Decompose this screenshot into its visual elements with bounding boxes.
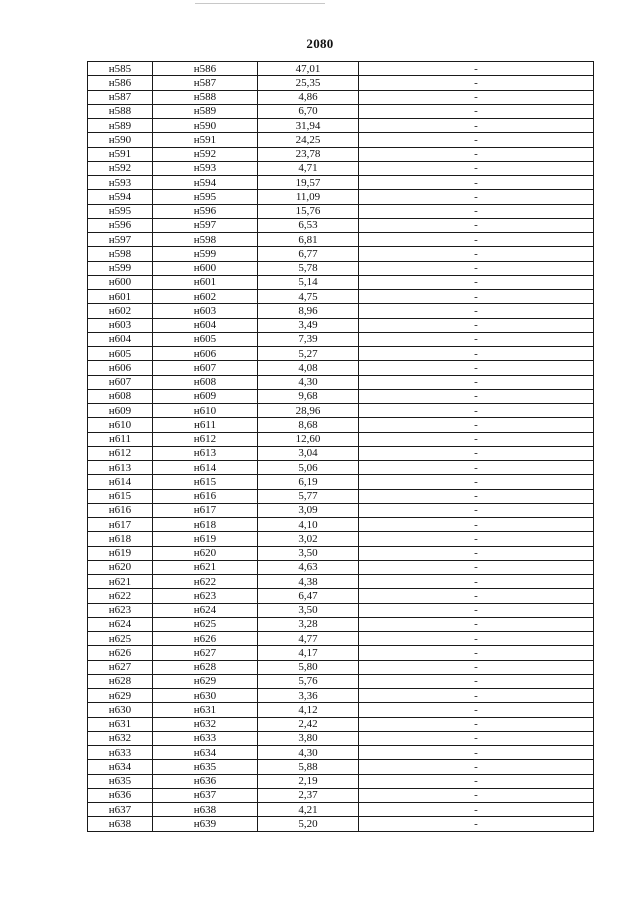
distance-cell: 4,71 [258, 161, 359, 175]
point-to-cell: н607 [153, 361, 258, 375]
point-from-cell: н597 [88, 233, 153, 247]
point-from-cell: н638 [88, 817, 153, 831]
distance-cell: 6,81 [258, 233, 359, 247]
note-cell: - [359, 632, 594, 646]
point-from-cell: н627 [88, 660, 153, 674]
point-to-cell: н595 [153, 190, 258, 204]
note-cell: - [359, 689, 594, 703]
note-cell: - [359, 646, 594, 660]
distance-cell: 3,04 [258, 446, 359, 460]
point-to-cell: н624 [153, 603, 258, 617]
distance-cell: 6,70 [258, 104, 359, 118]
point-to-cell: н622 [153, 575, 258, 589]
note-cell: - [359, 133, 594, 147]
table-row [88, 290, 594, 304]
point-from-cell: н587 [88, 90, 153, 104]
distance-cell: 8,68 [258, 418, 359, 432]
note-cell: - [359, 247, 594, 261]
point-from-cell: н622 [88, 589, 153, 603]
point-to-cell: н606 [153, 347, 258, 361]
note-cell: - [359, 375, 594, 389]
point-to-cell: н609 [153, 389, 258, 403]
note-cell: - [359, 603, 594, 617]
distance-cell: 5,80 [258, 660, 359, 674]
distance-cell: 23,78 [258, 147, 359, 161]
table-row [88, 461, 594, 475]
point-to-cell: н617 [153, 503, 258, 517]
point-from-cell: н619 [88, 546, 153, 560]
table-row [88, 247, 594, 261]
distance-cell: 4,12 [258, 703, 359, 717]
note-cell: - [359, 275, 594, 289]
point-to-cell: н625 [153, 617, 258, 631]
point-from-cell: н615 [88, 489, 153, 503]
note-cell: - [359, 176, 594, 190]
table-row [88, 161, 594, 175]
table-row [88, 689, 594, 703]
note-cell: - [359, 461, 594, 475]
table-row [88, 646, 594, 660]
distance-cell: 4,86 [258, 90, 359, 104]
distance-cell: 4,10 [258, 518, 359, 532]
table-row [88, 176, 594, 190]
table-row [88, 560, 594, 574]
note-cell: - [359, 119, 594, 133]
point-to-cell: н620 [153, 546, 258, 560]
distance-cell: 3,50 [258, 546, 359, 560]
note-cell: - [359, 774, 594, 788]
point-from-cell: н633 [88, 746, 153, 760]
point-to-cell: н600 [153, 261, 258, 275]
distance-cell: 4,17 [258, 646, 359, 660]
point-from-cell: н614 [88, 475, 153, 489]
note-cell: - [359, 233, 594, 247]
note-cell: - [359, 90, 594, 104]
point-to-cell: н636 [153, 774, 258, 788]
table-row [88, 204, 594, 218]
note-cell: - [359, 560, 594, 574]
point-to-cell: н597 [153, 218, 258, 232]
table-row [88, 489, 594, 503]
point-from-cell: н637 [88, 803, 153, 817]
distance-cell: 2,42 [258, 717, 359, 731]
point-to-cell: н629 [153, 674, 258, 688]
point-from-cell: н601 [88, 290, 153, 304]
point-to-cell: н631 [153, 703, 258, 717]
distance-cell: 15,76 [258, 204, 359, 218]
note-cell: - [359, 518, 594, 532]
scan-artifact-line [195, 3, 325, 4]
table-row [88, 104, 594, 118]
point-from-cell: н602 [88, 304, 153, 318]
distance-cell: 19,57 [258, 176, 359, 190]
distance-cell: 5,27 [258, 347, 359, 361]
table-row [88, 546, 594, 560]
point-from-cell: н591 [88, 147, 153, 161]
table-row [88, 119, 594, 133]
point-to-cell: н608 [153, 375, 258, 389]
table-row [88, 304, 594, 318]
note-cell: - [359, 817, 594, 831]
distance-cell: 4,75 [258, 290, 359, 304]
point-from-cell: н632 [88, 731, 153, 745]
note-cell: - [359, 347, 594, 361]
distance-cell: 11,09 [258, 190, 359, 204]
point-from-cell: н612 [88, 446, 153, 460]
distance-cell: 6,53 [258, 218, 359, 232]
note-cell: - [359, 589, 594, 603]
note-cell: - [359, 404, 594, 418]
point-from-cell: н624 [88, 617, 153, 631]
table-row [88, 133, 594, 147]
point-to-cell: н590 [153, 119, 258, 133]
table-row [88, 817, 594, 831]
table-row [88, 332, 594, 346]
note-cell: - [359, 361, 594, 375]
point-to-cell: н616 [153, 489, 258, 503]
table-row [88, 674, 594, 688]
table-row [88, 503, 594, 517]
point-to-cell: н634 [153, 746, 258, 760]
point-to-cell: н632 [153, 717, 258, 731]
distance-cell: 3,80 [258, 731, 359, 745]
point-from-cell: н628 [88, 674, 153, 688]
table-row [88, 275, 594, 289]
point-from-cell: н603 [88, 318, 153, 332]
note-cell: - [359, 703, 594, 717]
table-row [88, 660, 594, 674]
distance-cell: 5,88 [258, 760, 359, 774]
distance-cell: 2,19 [258, 774, 359, 788]
distance-cell: 5,20 [258, 817, 359, 831]
point-from-cell: н593 [88, 176, 153, 190]
note-cell: - [359, 290, 594, 304]
point-to-cell: н587 [153, 76, 258, 90]
note-cell: - [359, 717, 594, 731]
point-from-cell: н631 [88, 717, 153, 731]
note-cell: - [359, 418, 594, 432]
distance-cell: 9,68 [258, 389, 359, 403]
point-to-cell: н596 [153, 204, 258, 218]
point-from-cell: н594 [88, 190, 153, 204]
distance-cell: 4,77 [258, 632, 359, 646]
distance-cell: 3,09 [258, 503, 359, 517]
table-row [88, 318, 594, 332]
point-to-cell: н613 [153, 446, 258, 460]
distance-cell: 6,47 [258, 589, 359, 603]
distance-cell: 5,14 [258, 275, 359, 289]
distance-cell: 5,06 [258, 461, 359, 475]
point-to-cell: н626 [153, 632, 258, 646]
distance-cell: 4,08 [258, 361, 359, 375]
table-row [88, 632, 594, 646]
point-from-cell: н620 [88, 560, 153, 574]
distance-cell: 5,76 [258, 674, 359, 688]
point-from-cell: н607 [88, 375, 153, 389]
table-row [88, 589, 594, 603]
point-from-cell: н606 [88, 361, 153, 375]
note-cell: - [359, 204, 594, 218]
table-row [88, 803, 594, 817]
note-cell: - [359, 617, 594, 631]
point-from-cell: н605 [88, 347, 153, 361]
point-to-cell: н586 [153, 62, 258, 76]
note-cell: - [359, 261, 594, 275]
distance-cell: 4,30 [258, 375, 359, 389]
table-row [88, 418, 594, 432]
distance-cell: 31,94 [258, 119, 359, 133]
table-row [88, 432, 594, 446]
point-from-cell: н618 [88, 532, 153, 546]
point-from-cell: н588 [88, 104, 153, 118]
table-row [88, 746, 594, 760]
point-from-cell: н592 [88, 161, 153, 175]
point-to-cell: н602 [153, 290, 258, 304]
point-to-cell: н601 [153, 275, 258, 289]
table-row [88, 617, 594, 631]
point-to-cell: н612 [153, 432, 258, 446]
table-row [88, 788, 594, 802]
distance-cell: 4,38 [258, 575, 359, 589]
point-to-cell: н638 [153, 803, 258, 817]
table-row [88, 218, 594, 232]
table-row [88, 717, 594, 731]
note-cell: - [359, 432, 594, 446]
note-cell: - [359, 803, 594, 817]
point-from-cell: н609 [88, 404, 153, 418]
point-to-cell: н611 [153, 418, 258, 432]
note-cell: - [359, 104, 594, 118]
point-to-cell: н593 [153, 161, 258, 175]
note-cell: - [359, 760, 594, 774]
table-row [88, 233, 594, 247]
table-row [88, 76, 594, 90]
point-from-cell: н616 [88, 503, 153, 517]
note-cell: - [359, 147, 594, 161]
distance-cell: 25,35 [258, 76, 359, 90]
point-to-cell: н589 [153, 104, 258, 118]
point-from-cell: н623 [88, 603, 153, 617]
table-row [88, 62, 594, 76]
distance-cell: 8,96 [258, 304, 359, 318]
point-from-cell: н585 [88, 62, 153, 76]
distance-cell: 47,01 [258, 62, 359, 76]
note-cell: - [359, 660, 594, 674]
table-row [88, 575, 594, 589]
distance-cell: 28,96 [258, 404, 359, 418]
point-to-cell: н603 [153, 304, 258, 318]
table-row [88, 261, 594, 275]
point-to-cell: н594 [153, 176, 258, 190]
page-number: 2080 [306, 36, 334, 51]
table-row [88, 404, 594, 418]
point-to-cell: н610 [153, 404, 258, 418]
note-cell: - [359, 575, 594, 589]
table-row [88, 347, 594, 361]
note-cell: - [359, 503, 594, 517]
distance-cell: 7,39 [258, 332, 359, 346]
table-row [88, 475, 594, 489]
point-to-cell: н621 [153, 560, 258, 574]
point-from-cell: н599 [88, 261, 153, 275]
note-cell: - [359, 318, 594, 332]
note-cell: - [359, 218, 594, 232]
distance-cell: 12,60 [258, 432, 359, 446]
distance-cell: 4,21 [258, 803, 359, 817]
note-cell: - [359, 788, 594, 802]
point-to-cell: н588 [153, 90, 258, 104]
table-row [88, 190, 594, 204]
table-row [88, 147, 594, 161]
table-row [88, 703, 594, 717]
table-row [88, 760, 594, 774]
point-from-cell: н629 [88, 689, 153, 703]
point-from-cell: н613 [88, 461, 153, 475]
table-row [88, 532, 594, 546]
point-from-cell: н590 [88, 133, 153, 147]
point-to-cell: н605 [153, 332, 258, 346]
distance-cell: 4,30 [258, 746, 359, 760]
note-cell: - [359, 76, 594, 90]
table-row [88, 603, 594, 617]
point-to-cell: н639 [153, 817, 258, 831]
point-to-cell: н615 [153, 475, 258, 489]
point-to-cell: н592 [153, 147, 258, 161]
point-to-cell: н637 [153, 788, 258, 802]
point-to-cell: н598 [153, 233, 258, 247]
point-from-cell: н589 [88, 119, 153, 133]
table-row [88, 446, 594, 460]
point-from-cell: н595 [88, 204, 153, 218]
note-cell: - [359, 62, 594, 76]
note-cell: - [359, 332, 594, 346]
table-row [88, 389, 594, 403]
distance-cell: 3,36 [258, 689, 359, 703]
table-row [88, 774, 594, 788]
point-from-cell: н626 [88, 646, 153, 660]
point-to-cell: н614 [153, 461, 258, 475]
point-to-cell: н635 [153, 760, 258, 774]
point-from-cell: н598 [88, 247, 153, 261]
point-from-cell: н586 [88, 76, 153, 90]
note-cell: - [359, 532, 594, 546]
distance-cell: 2,37 [258, 788, 359, 802]
boundary-points-table [87, 61, 594, 832]
note-cell: - [359, 161, 594, 175]
point-from-cell: н630 [88, 703, 153, 717]
point-from-cell: н634 [88, 760, 153, 774]
table-row [88, 361, 594, 375]
table-row [88, 90, 594, 104]
note-cell: - [359, 489, 594, 503]
point-from-cell: н610 [88, 418, 153, 432]
point-to-cell: н604 [153, 318, 258, 332]
table-row [88, 375, 594, 389]
note-cell: - [359, 731, 594, 745]
point-from-cell: н621 [88, 575, 153, 589]
point-to-cell: н627 [153, 646, 258, 660]
distance-cell: 3,02 [258, 532, 359, 546]
point-from-cell: н635 [88, 774, 153, 788]
distance-cell: 24,25 [258, 133, 359, 147]
point-from-cell: н625 [88, 632, 153, 646]
distance-cell: 5,78 [258, 261, 359, 275]
note-cell: - [359, 746, 594, 760]
note-cell: - [359, 304, 594, 318]
table-body [88, 62, 594, 832]
distance-cell: 6,19 [258, 475, 359, 489]
point-from-cell: н611 [88, 432, 153, 446]
point-to-cell: н630 [153, 689, 258, 703]
point-from-cell: н617 [88, 518, 153, 532]
point-to-cell: н628 [153, 660, 258, 674]
table-row [88, 518, 594, 532]
point-from-cell: н604 [88, 332, 153, 346]
distance-cell: 4,63 [258, 560, 359, 574]
point-to-cell: н633 [153, 731, 258, 745]
note-cell: - [359, 674, 594, 688]
distance-cell: 3,28 [258, 617, 359, 631]
note-cell: - [359, 389, 594, 403]
note-cell: - [359, 546, 594, 560]
distance-cell: 6,77 [258, 247, 359, 261]
point-from-cell: н596 [88, 218, 153, 232]
distance-cell: 3,50 [258, 603, 359, 617]
point-to-cell: н619 [153, 532, 258, 546]
note-cell: - [359, 446, 594, 460]
point-to-cell: н623 [153, 589, 258, 603]
point-from-cell: н600 [88, 275, 153, 289]
point-to-cell: н599 [153, 247, 258, 261]
note-cell: - [359, 475, 594, 489]
point-from-cell: н636 [88, 788, 153, 802]
distance-cell: 5,77 [258, 489, 359, 503]
point-from-cell: н608 [88, 389, 153, 403]
point-to-cell: н618 [153, 518, 258, 532]
point-to-cell: н591 [153, 133, 258, 147]
distance-cell: 3,49 [258, 318, 359, 332]
table-row [88, 731, 594, 745]
note-cell: - [359, 190, 594, 204]
